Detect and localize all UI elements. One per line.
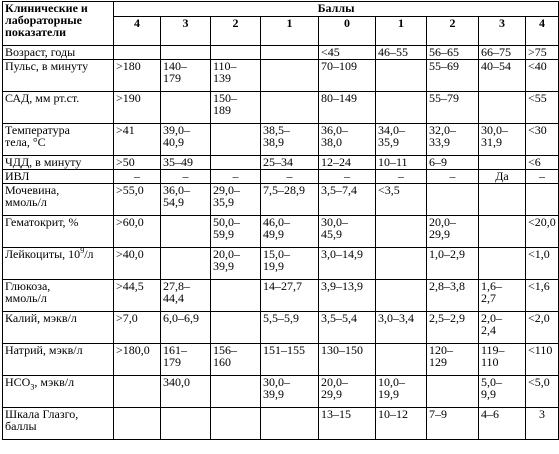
apache-score-table <box>2 1 559 440</box>
table-cell <box>261 60 319 92</box>
table-cell: 5,0– 9,9 <box>479 376 526 408</box>
table-row <box>3 312 559 344</box>
table-cell <box>211 156 261 170</box>
table-cell <box>261 46 319 60</box>
table-row <box>3 124 559 156</box>
table-cell: 20,0– 39,9 <box>211 248 261 280</box>
table-cell: >41 <box>114 124 161 156</box>
table-cell: >40,0 <box>114 248 161 280</box>
table-cell: 6–9 <box>427 156 479 170</box>
table-row <box>3 92 559 124</box>
row-label: Шкала Глазго, баллы <box>3 408 114 440</box>
table-cell: 4–6 <box>479 408 526 440</box>
table-cell: – <box>211 170 261 184</box>
row-label <box>3 248 114 280</box>
table-cell: 130–150 <box>319 344 376 376</box>
table-row <box>3 156 559 170</box>
table-cell: 140– 179 <box>161 60 211 92</box>
table-cell: >190 <box>114 92 161 124</box>
table-cell: >44,5 <box>114 280 161 312</box>
table-cell: 27,8– 44,4 <box>161 280 211 312</box>
table-row <box>3 280 559 312</box>
table-cell: 34,0– 35,9 <box>376 124 427 156</box>
table-cell: 30,0– 39,9 <box>261 376 319 408</box>
table-cell: 161– 179 <box>161 344 211 376</box>
table-cell <box>376 248 427 280</box>
header-points: Баллы <box>114 2 559 17</box>
table-cell <box>114 376 161 408</box>
table-cell <box>161 216 211 248</box>
table-cell: 20,0– 29,9 <box>319 376 376 408</box>
row-label: ИВЛ <box>3 170 114 184</box>
table-cell: 55–69 <box>427 60 479 92</box>
table-cell: 13–15 <box>319 408 376 440</box>
table-cell <box>376 344 427 376</box>
table-cell: 80–149 <box>319 92 376 124</box>
row-label-text: , мэкв/л <box>34 375 75 389</box>
table-cell <box>161 92 211 124</box>
table-cell: 1,6– 2,7 <box>479 280 526 312</box>
table-cell: 70–109 <box>319 60 376 92</box>
table-cell: – <box>526 170 559 184</box>
table-cell <box>161 408 211 440</box>
table-cell <box>427 184 479 216</box>
table-cell: 35–49 <box>161 156 211 170</box>
table-cell <box>114 408 161 440</box>
table-cell <box>479 156 526 170</box>
table-cell: >180,0 <box>114 344 161 376</box>
table-cell: <40 <box>526 60 559 92</box>
table-cell: 340,0 <box>161 376 211 408</box>
table-cell <box>211 124 261 156</box>
table-cell: 55–79 <box>427 92 479 124</box>
row-label <box>3 376 114 408</box>
table-cell <box>526 184 559 216</box>
table-cell: 46,0– 49,9 <box>261 216 319 248</box>
table-cell <box>427 376 479 408</box>
table-cell: 30,0– 45,9 <box>319 216 376 248</box>
row-label-superscript: 9 <box>80 246 85 255</box>
table-cell <box>479 184 526 216</box>
table-row <box>3 376 559 408</box>
table-cell: 3,5–7,4 <box>319 184 376 216</box>
row-label: Пульс, в минуту <box>3 60 114 92</box>
score-col-header: 2 <box>211 16 261 45</box>
table-row <box>3 184 559 216</box>
table-cell <box>161 46 211 60</box>
table-cell: – <box>427 170 479 184</box>
table-cell: >75 <box>526 46 559 60</box>
table-cell: >7,0 <box>114 312 161 344</box>
row-label: Гематокрит, % <box>3 216 114 248</box>
table-cell: <1,0 <box>526 248 559 280</box>
table-cell: <6 <box>526 156 559 170</box>
page <box>2 1 556 452</box>
table-cell: 15,0– 19,9 <box>261 248 319 280</box>
table-cell: 20,0– 29,9 <box>427 216 479 248</box>
table-cell: 39,0– 40,9 <box>161 124 211 156</box>
table-cell: >55,0 <box>114 184 161 216</box>
table-cell: >50 <box>114 156 161 170</box>
row-label: ЧДД, в минуту <box>3 156 114 170</box>
table-cell: 6,0–6,9 <box>161 312 211 344</box>
table-cell: 7,5–28,9 <box>261 184 319 216</box>
table-cell: 2,8–3,8 <box>427 280 479 312</box>
table-row <box>3 248 559 280</box>
table-cell: <2,0 <box>526 312 559 344</box>
table-row <box>3 408 559 440</box>
table-cell: 3,5–5,4 <box>319 312 376 344</box>
table-row <box>3 46 559 60</box>
table-cell: <110 <box>526 344 559 376</box>
table-cell: 56–65 <box>427 46 479 60</box>
table-row <box>3 170 559 184</box>
table-cell: – <box>376 170 427 184</box>
table-cell: 156– 160 <box>211 344 261 376</box>
row-label: Глюкоза, ммоль/л <box>3 280 114 312</box>
row-label: Калий, мэкв/л <box>3 312 114 344</box>
table-cell <box>114 46 161 60</box>
table-cell: 36,0– 54,9 <box>161 184 211 216</box>
table-cell: 151–155 <box>261 344 319 376</box>
table-cell <box>161 248 211 280</box>
table-cell: – <box>319 170 376 184</box>
table-cell <box>376 92 427 124</box>
table-cell: <45 <box>319 46 376 60</box>
table-cell: 2,0– 2,4 <box>479 312 526 344</box>
table-cell: 3,9–13,9 <box>319 280 376 312</box>
table-cell <box>211 280 261 312</box>
table-cell: 12–24 <box>319 156 376 170</box>
table-cell: 30,0– 31,9 <box>479 124 526 156</box>
row-label-text: Лейкоциты, 10 <box>5 247 81 261</box>
table-cell: 10–11 <box>376 156 427 170</box>
row-label: Температура тела, °С <box>3 124 114 156</box>
table-row <box>3 344 559 376</box>
score-col-header: 3 <box>161 16 211 45</box>
table-cell: 150– 189 <box>211 92 261 124</box>
table-cell: >180 <box>114 60 161 92</box>
table-cell: <5,0 <box>526 376 559 408</box>
table-cell: 3,0–14,9 <box>319 248 376 280</box>
table-cell: 46–55 <box>376 46 427 60</box>
table-cell: 1,0–2,9 <box>427 248 479 280</box>
table-cell <box>376 60 427 92</box>
table-cell: <30 <box>526 124 559 156</box>
table-cell: 66–75 <box>479 46 526 60</box>
row-label-text: /л <box>84 247 94 261</box>
table-cell: 5,5–5,9 <box>261 312 319 344</box>
table-cell <box>261 92 319 124</box>
table-cell <box>479 248 526 280</box>
score-col-header: 4 <box>526 16 559 45</box>
table-cell <box>261 408 319 440</box>
table-cell: <20,0 <box>526 216 559 248</box>
table-cell: 14–27,7 <box>261 280 319 312</box>
row-label: Натрий, мэкв/л <box>3 344 114 376</box>
table-cell: – <box>261 170 319 184</box>
table-cell: 40–54 <box>479 60 526 92</box>
score-col-header: 3 <box>479 16 526 45</box>
table-cell <box>211 312 261 344</box>
score-col-header: 4 <box>114 16 161 45</box>
table-cell: >60,0 <box>114 216 161 248</box>
table-cell: 120– 129 <box>427 344 479 376</box>
table-cell: 10–12 <box>376 408 427 440</box>
table-cell <box>211 376 261 408</box>
table-cell: <3,5 <box>376 184 427 216</box>
table-cell: <1,6 <box>526 280 559 312</box>
table-cell: – <box>114 170 161 184</box>
row-label: САД, мм рт.ст. <box>3 92 114 124</box>
table-cell: 10,0– 19,9 <box>376 376 427 408</box>
row-label-text: НСО <box>5 375 31 389</box>
table-cell: 25–34 <box>261 156 319 170</box>
table-cell: 50,0– 59,9 <box>211 216 261 248</box>
header-indicators: Клинические и лабораторные показатели <box>3 2 114 46</box>
table-cell <box>376 216 427 248</box>
table-cell: 3 <box>526 408 559 440</box>
table-cell <box>211 408 261 440</box>
table-cell: 36,0– 38,0 <box>319 124 376 156</box>
row-label: Мочевина, ммоль/л <box>3 184 114 216</box>
table-cell <box>211 46 261 60</box>
table-cell <box>479 92 526 124</box>
table-cell: 3,0–3,4 <box>376 312 427 344</box>
table-cell: 32,0– 33,9 <box>427 124 479 156</box>
row-label-subscript: 3 <box>30 382 35 392</box>
row-label: Возраст, годы <box>3 46 114 60</box>
table-cell: 110– 139 <box>211 60 261 92</box>
score-col-header: 2 <box>427 16 479 45</box>
table-row <box>3 216 559 248</box>
score-col-header: 1 <box>376 16 427 45</box>
table-cell: 119– 110 <box>479 344 526 376</box>
table-cell <box>376 280 427 312</box>
table-cell: <55 <box>526 92 559 124</box>
table-row <box>3 60 559 92</box>
table-cell: 38,5– 38,9 <box>261 124 319 156</box>
table-cell: – <box>161 170 211 184</box>
table-cell: 7–9 <box>427 408 479 440</box>
table-cell: Да <box>479 170 526 184</box>
score-col-header: 1 <box>261 16 319 45</box>
table-cell <box>479 216 526 248</box>
score-col-header: 0 <box>319 16 376 45</box>
table-cell: 2,5–2,9 <box>427 312 479 344</box>
table-cell: 29,0– 35,9 <box>211 184 261 216</box>
